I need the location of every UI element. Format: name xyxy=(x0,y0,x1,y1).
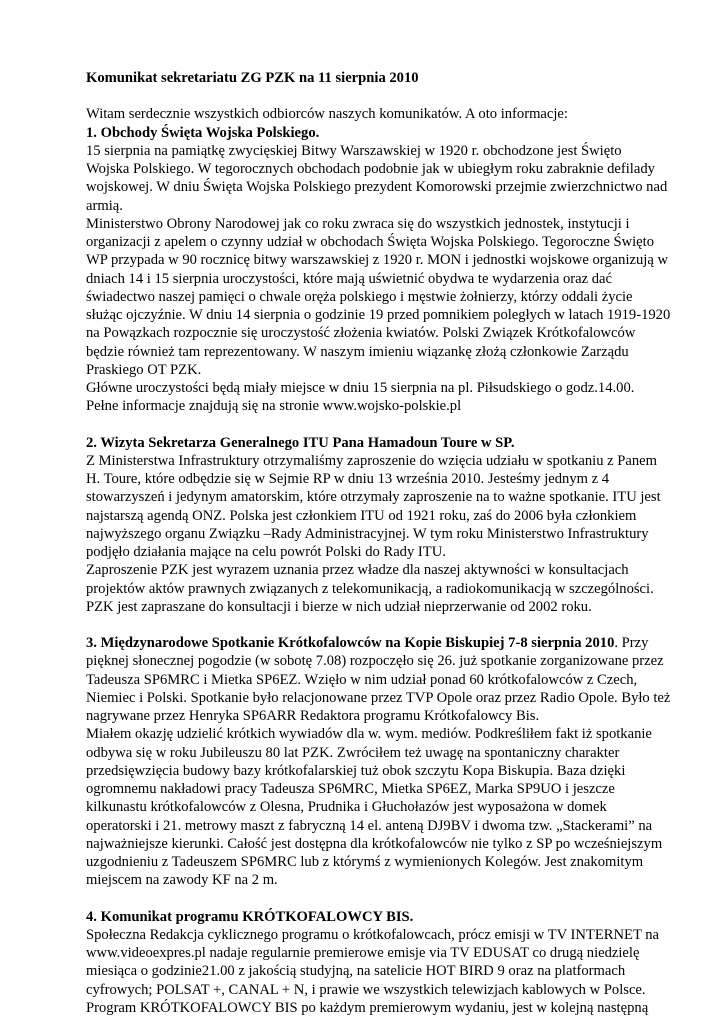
body-text-line: projektów aktów prawnych związanych z telekomunikacją, a radiokomunikacją w szczególności. xyxy=(86,580,654,597)
body-text-line: miesiąca o godzinie21.00 z jakością studyjną, na satelicie HOT BIRD 9 oraz na platformach xyxy=(86,963,626,980)
body-text-line: stowarzyszeń i jedynym amatorskim, które otrzymały zaproszenie na to ważne spotkanie. ITU jest xyxy=(86,489,661,506)
body-text-line: Główne uroczystości będą miały miejsce w dniu 15 sierpnia na pl. Piłsudskiego o godz.14.00. xyxy=(86,380,635,396)
section-2-heading: 2. Wizyta Sekretarza Generalnego ITU Pana Hamadoun Toure w SP. xyxy=(86,434,515,451)
section-4-heading: 4. Komunikat programu KRÓTKOFALOWCY BIS. xyxy=(86,908,414,925)
body-text-line: 15 sierpnia na pamiątkę zwycięskiej Bitwy Warszawskiej w 1920 r. obchodzone jest Święto xyxy=(86,142,622,159)
section-2-body xyxy=(86,452,664,616)
body-text-line: Zaproszenie PZK jest wyrazem uznania przez władze dla naszej aktywności w konsultacjach xyxy=(86,562,629,579)
body-text-line: kilkunastu krótkofalowców z Olesna, Prudnika i Głuchołazów jest wyposażona w domek xyxy=(86,799,607,816)
section-3-heading-tail: . Przy xyxy=(614,635,649,651)
body-text-line: PZK jest zapraszane do konsultacji i bierze w nich udział nieprzerwanie od 2002 roku. xyxy=(86,598,592,615)
body-text-line: cyfrowych; POLSAT +, CANAL + N, i prawie we wszystkich telewizjach kablowych w Polsce. xyxy=(86,981,646,998)
body-text-line: odbywa się w roku Jubileuszu 80 lat PZK. Zwróciłem też uwagę na spontaniczny charakter xyxy=(86,744,620,761)
body-text-line: Z Ministerstwa Infrastruktury otrzymaliśmy zaproszenie do wzięcia udziału w spotkaniu z Panem xyxy=(86,452,658,469)
body-text-line: ogromnemu nakładowi pracy Tadeusza SP6MRC, Mietka SP6EZ, Marka SP9UO i jeszcze xyxy=(86,781,615,797)
body-text-line: służąc ojczyźnie. W dniu 14 sierpnia o godzinie 19 przed pomnikiem poległych w latach 1919-1920 xyxy=(86,307,671,323)
body-text-line: H. Toure, które odbędzie się w Sejmie RP w dniu 13 września 2010. Jesteśmy jednym z 4 xyxy=(86,471,610,487)
body-text-line: Niemiec i Polski. Spotkanie było relacjonowane przez TVP Opole oraz przez Radio Opole. Było też xyxy=(86,689,671,706)
section-4-body xyxy=(86,926,664,1017)
body-text-line: będzie również tam reprezentowany. W naszym imieniu wiązankę złożą członkowie Zarządu xyxy=(86,343,629,360)
body-text-line: Ministerstwo Obrony Narodowej jak co roku zwraca się do wszystkich jednostek, instytucji i xyxy=(86,215,630,232)
body-text-line: Praskiego OT PZK. xyxy=(86,361,202,378)
body-text-line: najwyższego organu Związku –Rady Administracyjnej. W tym roku Ministerstwo Infrastruktury xyxy=(86,525,649,542)
body-text-line: www.videoexpres.pl nadaje regularnie premierowe emisje via TV EDUSAT co drugą niedzielę xyxy=(86,945,640,961)
body-text-line: WP przypada w 90 rocznicę bitwy warszawskiej z 1920 r. MON i jednostki wojskowe organizują w xyxy=(86,252,668,269)
body-text-line: organizacji z apelem o czynny udział w obchodach Święta Wojska Polskiego. Tegoroczne Święto xyxy=(86,234,655,250)
section-3-heading-line xyxy=(86,634,664,652)
section-3-body xyxy=(86,652,671,889)
section-3-heading: 3. Międzynarodowe Spotkanie Krótkofalowców na Kopie Biskupiej 7-8 sierpnia 2010 xyxy=(86,635,615,651)
body-text-line: pięknej słonecznej pogodzie (w sobotę 7.08) rozpoczęło się 26. już spotkanie zorganizowane przez xyxy=(86,653,664,670)
body-text-line: operatorski i 21. metrowy maszt z fabryczną 14 el. anteną DJ9BV i dwoma tzw. „Stackerami” na xyxy=(86,817,653,834)
body-text-line: przedsięwzięcia budowy bazy krótkofalarskiej tuż obok szczytu Kopa Biskupia. Baza dzięki xyxy=(86,762,626,779)
body-text-line: Pełne informacje znajdują się na stronie www.wojsko-polskie.pl xyxy=(86,398,462,415)
body-text-line: armią. xyxy=(86,197,123,214)
body-text-line: podjęło działania mające na celu powrót Polski do Rady ITU. xyxy=(86,544,446,560)
body-text-line: Miałem okazję udzielić krótkich wywiadów dla w. wym. mediów. Podkreśliłem fakt iż spotkanie xyxy=(86,726,652,743)
body-text-line: Społeczna Redakcja cyklicznego programu o krótkofalowcach, prócz emisji w TV INTERNET na xyxy=(86,926,660,943)
section-1-heading: 1. Obchody Święta Wojska Polskiego. xyxy=(86,124,320,141)
body-text-line: Tadeusza SP6MRC i Mietka SP6EZ. Wzięło w nim udział ponad 60 krótkofalowców z Czech, xyxy=(86,671,638,688)
body-text-line: najważniejsze kierunki. Całość jest dostępna dla krótkofalowców nie tylko z SP po wcześniejszym xyxy=(86,835,663,852)
body-text-line: uzgodnieniu z Tadeuszem SP6MRC lub z którymś z wymienionych Kolegów. Jest znakomitym xyxy=(86,854,644,870)
body-text-line: Wojska Polskiego. W tegorocznych obchodach podobnie jak w ubiegłym roku zabraknie defilady xyxy=(86,161,655,177)
intro-line: Witam serdecznie wszystkich odbiorców naszych komunikatów. A oto informacje: xyxy=(86,106,568,123)
document-title: Komunikat sekretariatu ZG PZK na 11 sierpnia 2010 xyxy=(86,70,419,86)
body-text-line: wojskowej. W dniu Święta Wojska Polskiego prezydent Komorowski przejmie zwierzchnictwo nad xyxy=(86,179,668,196)
body-text-line: dniach 14 i 15 sierpnia uroczystości, które mają uświetnić obydwa te wydarzenia oraz dać xyxy=(86,270,612,287)
body-text-line: nagrywane przez Henryka SP6ARR Redaktora programu Krótkofalowcy Bis. xyxy=(86,708,540,724)
body-text-line: miejscem na zawody KF na 2 m. xyxy=(86,872,278,889)
document-body xyxy=(86,69,671,1017)
body-text-line: na Powązkach rozpocznie się uroczystość złożenia kwiatów. Polski Związek Krótkofalowców xyxy=(86,325,636,342)
body-text-line: najstarszą agendą ONZ. Polska jest członkiem ITU od 1921 roku, zaś do 2006 była członkiem xyxy=(86,507,637,524)
body-text-line: Program KRÓTKOFALOWCY BIS po każdym premierowym wydaniu, jest w kolejną następną xyxy=(86,999,649,1016)
section-1-body xyxy=(86,142,671,416)
body-text-line: świadectwo naszej pamięci o chwale oręża polskiego i męstwie żołnierzy, którzy oddali życie xyxy=(86,288,633,305)
